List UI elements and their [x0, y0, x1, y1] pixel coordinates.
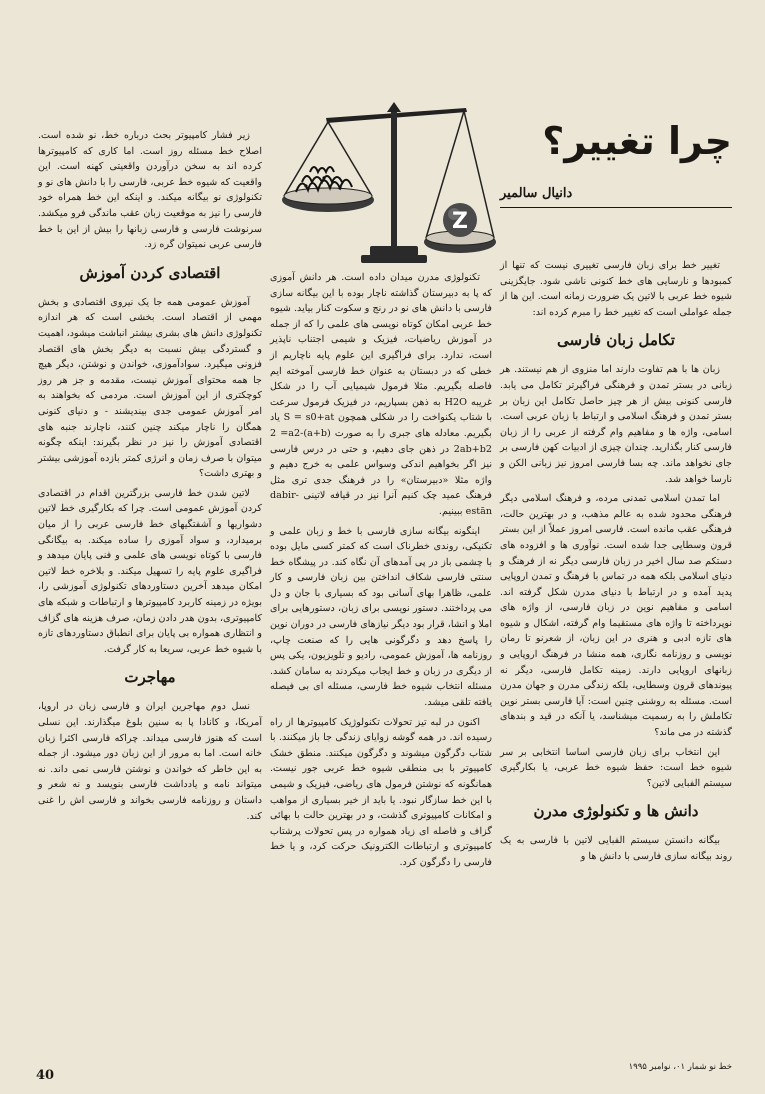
balance-scale-icon	[266, 100, 496, 270]
issue-footer: خط نو شمار ۰۱، نوامبر ۱۹۹۵	[628, 1062, 732, 1072]
paragraph: اکنون در لبه تیز تحولات تکنولوژیک کامپیوترها از راه رسیده اند. در همه گوشه زوایای زندگی جا باز میکنند. با شتاب دگرگون میشوند و دگرگون میکنند. منطق خشک کامپیوتر با بی منطقی شیوه خط عربی جور نیست. همانگونه که نوشتن فرمول های ریاضی، فیزیک و شیمی با این خط سازگار نبود. یا باید از خیر بسیاری از مواهب و امکانات کامپیوتری گذشت، و در بهترین حالت با بهائی گزاف و فاصله ای زیاد همواره در پس تحولات پرشتاب کامپیوتری و ارتباطات الکترونیک حرکت کرد، و یا خط فارسی را دگرگون کرد.	[270, 716, 492, 868]
paragraph: نسل دوم مهاجرین ایران و فارسی زبان در اروپا، آمریکا، و کانادا پا به سنین بلوغ میگذارند. این نسلی است که هنوز فارسی میداند. چراکه فارسی اکثرا زبان خانه است. اما به مرور از این زبان دور میشود. از جمله به این خاطر که خواندن و نوشتن فارسی نمی داند. نه میتواند نامه و یادداشت فارسی بنویسد و نه شعر و داستان و روزنامه فارسی بخواند و فارسی اش را غنی کند.	[38, 701, 262, 822]
paragraph: تکنولوژی مدرن میدان داده است. هر دانش آموزی که پا به دبیرستان گذاشته ناچار بوده با این بیگانه سازی فارسی با دانش های نو در رنج و سکوت کنار بیاید. شیوه خط عربی امکان کوتاه نویسی های علمی را که از جمله در آموزش ریاضیات، فیزیک و شیمی اجتناب ناپذیر است، ندارد. برای فراگیری این علوم پایه ناچاریم از خطی که در دبستان به عنوان خط فارسی آموخته ایم فاصله بگیریم. مثلا فرمول شیمیایی آب را در شکل غریبه H2O به ذهن بسپاریم، در فیزیک فرمول سرعت با شتاب یکنواخت را در شکلی همچون S = s0+at یاد بگیریم. معادله های جبری را به صورت (a+b)2 =a2-2ab+b2 در ذهن جای دهیم، و حتی در درس فارسی نیز اگر بخواهیم اندکی وسواس علمی به خرج دهیم و واژه مثلا «دبیرستان» را در فرهنگ جدی تری مثل فرهنگ عمید چک کنیم آنرا نیز در قیافه لاتینی dabir-estān ببینیم.	[270, 272, 493, 517]
heading-economics-education: اقتصادی کردن آموزش	[79, 263, 221, 282]
column-right	[500, 258, 732, 869]
author-divider	[500, 207, 732, 208]
scale-letter: Z	[452, 209, 468, 234]
paragraph: بیگانه دانستن سیستم الفبایی لاتین با فارسی به یک روند بیگانه سازی فارسی با دانش ها و	[500, 835, 732, 862]
paragraph: این انتخاب برای زبان فارسی اساسا انتخابی بر سر شیوه خط است: حفظ شیوه خط عربی، یا بکارگیری سیستم الفبایی لاتین؟	[500, 746, 732, 789]
heading-persian-evolution: تکامل زبان فارسی	[557, 331, 675, 350]
author-name: دانیال سالمیر	[500, 186, 573, 201]
paragraph: اما تمدن اسلامی تمدنی مرده، و فرهنگ اسلامی دیگر فرهنگی محدود شده به عالم مذهب، و در بهترین حالت، فرهنگی عقب مانده است. فارسی امروز عملاً از این بستر قرون وسطایی جدا شده است. نوآوری ها و افزوده های دستکم صد سال اخیر در زبان فارسی دیگر نه از فرهنگ و دنیای اسلامی بلکه همه در تماس با فرهنگ و تمدن اروپایی پدید آمده و در ارتباط با دنیای مدرن شکل گرفته اند. اسامی و مفاهیم نوین در زبان فارسی، از واژه های نوپرداخته تا واژه های مستقیما وام گرفته، اشکال و شیوه های تازه ادبی و هنری در این زبان، از شعرنو تا رمان نویسی و روزنامه نگاری، همه منشا در فرهنگ اروپایی و زبانهای اروپایی دارند. زمینه تکامل فارسی، دیگر نه پیوندهای قرون وسطایی، بلکه زندگی مدرن و جهان مدرن است. مسئله به روشنی چنین است: آیا فارسی بستر نوین تکاملش را به رسمیت میشناسد، یا آنکه در قید و بندهای گذشته در می ماند؟	[500, 493, 732, 739]
article-title: چرا تغییر؟	[542, 119, 732, 163]
column-left	[38, 128, 262, 828]
intro-paragraph: تغییر خط برای زبان فارسی تغییری نیست که تنها از کمبودها و نارسایی های خط کنونی ناشی شود. جایگزینی شیوه خط عربی با لاتین یک ضرورت زمانه است. این ها از جمله عواملی است که تغییر خط را مبرم کرده اند:	[500, 260, 732, 318]
paragraph: زبان ها با هم تفاوت دارند اما منزوی از هم نیستند. هر زبانی در بستر تمدن و فرهنگی فراگیرتر تکامل می یابد. فارسی کنونی بیش از هر چیز حاصل تکامل این زبان بر بستر تمدن و فرهنگ اسلامی و ارتباط با زبان عربی است. اسامی، واژه ها و مفاهیم وام گرفته از عربی را از زبان فارسی کنار بگذارید. چندان چیزی از ادبیات کهن فارسی بر جای نخواهد ماند. چه بسا فارسی امروز نیز زبانی الکن و نارسا خواهد شد.	[500, 364, 732, 485]
heading-migration: مهاجرت	[124, 668, 176, 687]
paragraph: زیر فشار کامپیوتر بحث درباره خط، نو شده است. اصلاح خط مسئله روز است. اما کاری که کامپیوترها کرده اند به سخن درآوردن واقعیتی کهنه است. این واقعیت که شیوه خط عربی، فارسی را با دانش های نو و تکنولوژی نو بیگانه میکند. و اینکه این خط همراه خود فارسی را نیز به موقعیت زبان عقب ماندگی فرو میکشد. سرنوشت فارسی و فارسی زبانها را بیش از این با خط فارسی عربی نمیتوان گره زد.	[38, 130, 262, 251]
page-number: 40	[36, 1068, 55, 1083]
heading-modern-science: دانش ها و تکنولوژی مدرن	[533, 802, 699, 821]
paragraph: اینگونه بیگانه سازی فارسی با خط و زبان علمی و تکنیکی، روندی خطرناک است که کمتر کسی مایل بوده با چشمی باز در پی آمدهای آن نگاه کند. در پیشگاه خط سنتی فارسی شکاف انداختن بین زبان فارسی و کار علمی، ظاهرا بهای آسانی بود که بسیاری با جان و دل می پرداختند. دستور نویسی برای زبان، دستورهایی برای املا و انشا، قرار بود دیگر نیازهای فارسی در دوران نوین را پاسخ دهد و دگرگونی هایی را که صنعت چاپ، روزنامه ها، آموزش عمومی، رادیو و تلویزیون، یکی پس از دیگری در زبان و خط ایجاب میکردند به سامان کشد. مسئله انتخاب شیوه خط فارسی، مسئله ای بی فیصله یافته تلقی میشد.	[270, 525, 492, 709]
paragraph: آموزش عمومی همه جا یک نیروی اقتصادی و بخش مهمی از اقتصاد است. بخشی است که هر اندازه تکنولوژی دانش های بشری بیشتر انباشت میشود، اهمیت و گستردگی بیش نسبت به دیگر بخش های اقتصاد فزونی میگیرد. سوادآموزی، خواندن و نوشتن، دیگر هیچ جا همه محتوای آموزش نیست، مقدمه و جز هر روز کوچکتری از این آموزش است. مردمی که بخواهند به امر آموزش عمومی جدی بیندیشند - و دنیای کنونی همگان را ناچار میکند چنین کنند، ناچارند جنبه های اقتصادی آموزش را نیز در نظر بگیرند: اینکه چگونه میتوان با صرف زمان و انرژی کمتر بازده آموزشی بیشتر و بهتری داشت؟	[38, 296, 262, 480]
paragraph: لاتین شدن خط فارسی بزرگترین اقدام در اقتصادی کردن آموزش عمومی است. چرا که بکارگیری خط لاتین دشواریها و آشفتگیهای خط فارسی عربی را از میان برمیدارد، و سواد آموزی را ساده میکند. به بیگانگی فارسی با کوتاه نویسی های علمی و فنی پایان میدهد و فراگیری علوم پایه را تسهیل میکند. و بلاخره خط لاتین امکان میدهد آخرین دستاوردهای تکنولوژی آموزشی را، بویژه در زمینه کاربرد کامپیوترها و ارتباطات و شبکه های کامپیوتری، بدون هدر دادن زمان، صرف هزینه های گزاف و انتظاری همواره بی پایان برای انطباق دستاوردهای تازه با شیوه خط عربی، سریعا به کار گرفت.	[38, 487, 262, 655]
column-middle	[270, 270, 492, 875]
